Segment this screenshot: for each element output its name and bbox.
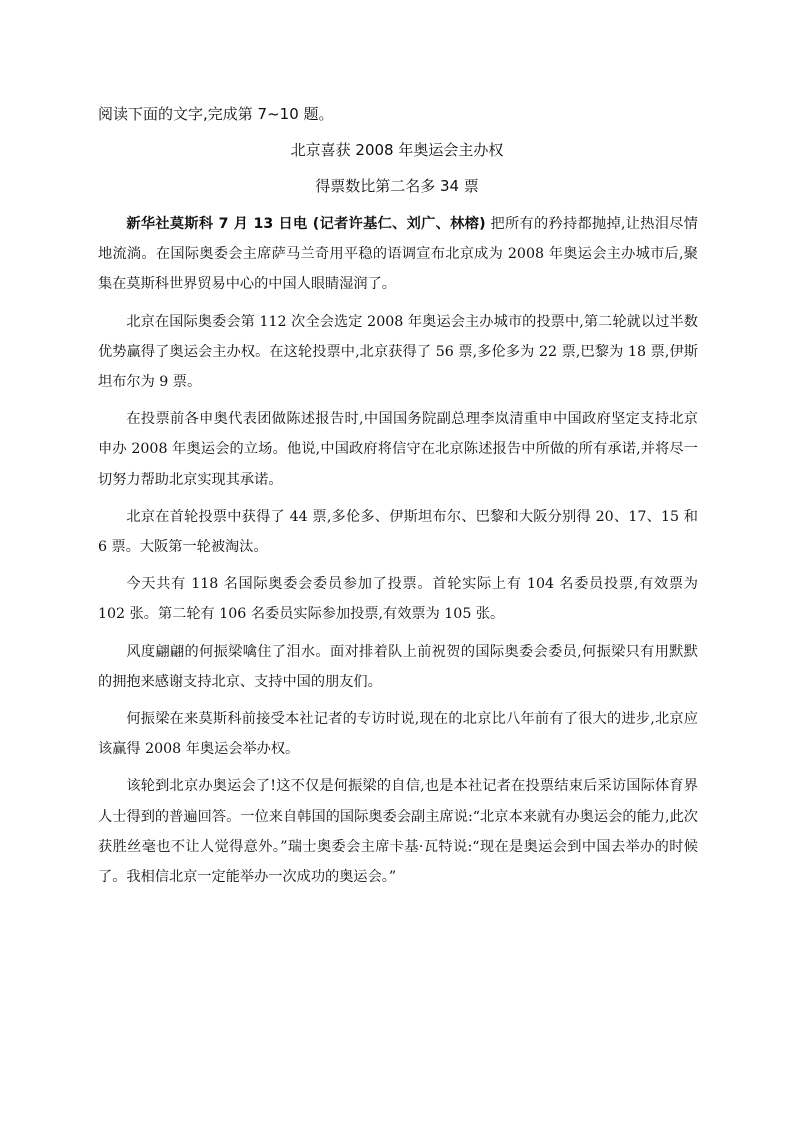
paragraph-2: 北京在国际奥委会第 112 次全会选定 2008 年奥运会主办城市的投票中,第二轮就以过半数优势赢得了奥运会主办权。在这轮投票中,北京获得了 56 票,多伦多为 22 票,巴黎为 18 票,伊斯坦布尔为 9 票。 [98,313,698,391]
dateline: 新华社莫斯科 7 月 13 日电 (记者许基仁、刘广、林榕) [126,216,486,232]
paragraph-5: 今天共有 118 名国际奥委会委员参加了投票。首轮实际上有 104 名委员投票,有效票为 102 张。第二轮有 106 名委员实际参加投票,有效票为 105 张。 [98,576,698,623]
paragraph-1 [98,209,698,300]
instruction-text: 阅读下面的文字,完成第 7~10 题。 [98,105,334,123]
paragraph-3: 在投票前各申奥代表团做陈述报告时,中国国务院副总理李岚清重申中国政府坚定支持北京申办 2008 年奥运会的立场。他说,中国政府将信守在北京陈述报告中所做的所有承诺,并将尽一切努力帮助北京实现其承诺。 [98,411,698,488]
paragraph-8: 该轮到北京办奥运会了!这不仅是何振梁的自信,也是本社记者在投票结束后采访国际体育界人士得到的普遍回答。一位来自韩国的国际奥委会副主席说:“北京本来就有办奥运会的能力,此次获胜丝毫也不让人觉得意外。”瑞士奥委会主席卡基·瓦特说:“现在是奥运会到中国去举办的时候了。我相信北京一定能举办一次成功的奥运会。” [98,778,698,886]
paragraph-4: 北京在首轮投票中获得了 44 票,多伦多、伊斯坦布尔、巴黎和大阪分别得 20、17、15 和 6 票。大阪第一轮被淘汰。 [98,508,698,556]
paragraph-1-text: 把所有的矜持都抛掉,让热泪尽情地流淌。在国际奥委会主席萨马兰奇用平稳的语调宣布北京成为 2008 年奥运会主办城市后,聚集在莫斯科世界贸易中心的中国人眼睛湿润了。 [98,216,698,293]
article-body [98,209,698,899]
paragraph-6: 风度翩翩的何振梁噙住了泪水。面对排着队上前祝贺的国际奥委会委员,何振梁只有用默默的拥抱来感谢支持北京、支持中国的朋友们。 [98,643,698,690]
headline: 北京喜获 2008 年奥运会主办权 [290,141,504,159]
paragraph-7: 何振梁在来莫斯科前接受本社记者的专访时说,现在的北京比八年前有了很大的进步,北京应该赢得 2008 年奥运会举办权。 [98,711,698,758]
subheadline: 得票数比第二名多 34 票 [315,177,479,195]
